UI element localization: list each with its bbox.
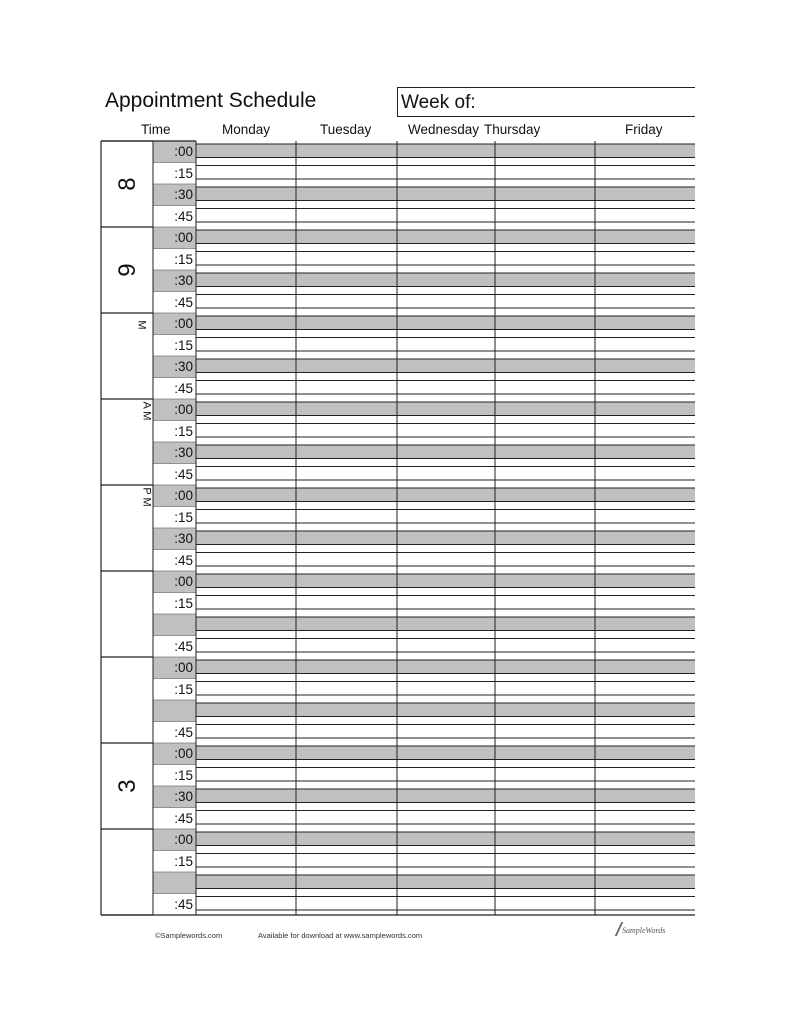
footer-copyright: ©Samplewords.com [155, 931, 223, 940]
minute-label: :45 [174, 552, 193, 568]
ampm-label: P M [140, 487, 153, 507]
minute-label: :15 [174, 853, 193, 869]
appointment-row-shaded [196, 488, 695, 502]
minute-cell-shaded [153, 614, 196, 636]
monday-column-header: Monday [222, 122, 271, 137]
minute-label: :30 [174, 531, 193, 546]
appointment-row-shaded [196, 832, 695, 846]
appointment-row-shaded [196, 746, 695, 760]
minute-label: :15 [174, 251, 193, 267]
minute-label: :00 [174, 746, 193, 761]
week-of-label: Week of: [401, 92, 476, 113]
footer-logo: SampleWords [622, 926, 666, 935]
hour-label: 9 [114, 263, 141, 277]
minute-cell-shaded [153, 872, 196, 894]
ampm-label: M [135, 320, 148, 330]
page-title: Appointment Schedule [105, 89, 317, 112]
tuesday-column-header: Tuesday [320, 122, 372, 137]
appointment-row-shaded [196, 703, 695, 717]
minute-label: :00 [174, 144, 193, 159]
friday-column-header: Friday [625, 122, 663, 137]
footer-download-note: Available for download at www.samplewords.com [258, 931, 423, 940]
minute-label: :45 [174, 294, 193, 310]
appointment-row-shaded [196, 402, 695, 416]
minute-label: :00 [174, 402, 193, 417]
minute-label: :45 [174, 724, 193, 740]
minute-label: :15 [174, 423, 193, 439]
minute-label: :30 [174, 445, 193, 460]
appointment-row-shaded [196, 230, 695, 244]
appointment-row-shaded [196, 875, 695, 889]
minute-label: :15 [174, 767, 193, 783]
minute-label: :15 [174, 337, 193, 353]
appointment-row-shaded [196, 187, 695, 201]
minute-label: :45 [174, 208, 193, 224]
thursday-column-header: Thursday [484, 122, 541, 137]
wednesday-column-header: Wednesday [408, 122, 480, 137]
appointment-row-shaded [196, 316, 695, 330]
minute-label: :30 [174, 359, 193, 374]
appointment-row-shaded [196, 789, 695, 803]
minute-label: :00 [174, 488, 193, 503]
minute-label: :45 [174, 638, 193, 654]
minute-label: :15 [174, 509, 193, 525]
minute-label: :00 [174, 832, 193, 847]
hour-label: 8 [114, 177, 141, 191]
minute-label: :45 [174, 896, 193, 912]
appointment-row-shaded [196, 359, 695, 373]
time-column-header: Time [141, 122, 171, 137]
ampm-label: A M [140, 401, 153, 421]
appointment-row-shaded [196, 617, 695, 631]
minute-label: :00 [174, 316, 193, 331]
appointment-row-shaded [196, 531, 695, 545]
appointment-row-shaded [196, 660, 695, 674]
minute-label: :00 [174, 230, 193, 245]
appointment-row-shaded [196, 144, 695, 158]
minute-label: :15 [174, 681, 193, 697]
minute-label: :00 [174, 574, 193, 589]
minute-label: :30 [174, 273, 193, 288]
appointment-row-shaded [196, 445, 695, 459]
minute-cell-shaded [153, 700, 196, 722]
minute-label: :00 [174, 660, 193, 675]
minute-label: :45 [174, 466, 193, 482]
minute-label: :30 [174, 789, 193, 804]
minute-label: :45 [174, 380, 193, 396]
appointment-row-shaded [196, 273, 695, 287]
minute-label: :30 [174, 187, 193, 202]
minute-label: :15 [174, 165, 193, 181]
minute-label: :45 [174, 810, 193, 826]
hour-label: 3 [114, 779, 141, 793]
appointment-row-shaded [196, 574, 695, 588]
minute-label: :15 [174, 595, 193, 611]
